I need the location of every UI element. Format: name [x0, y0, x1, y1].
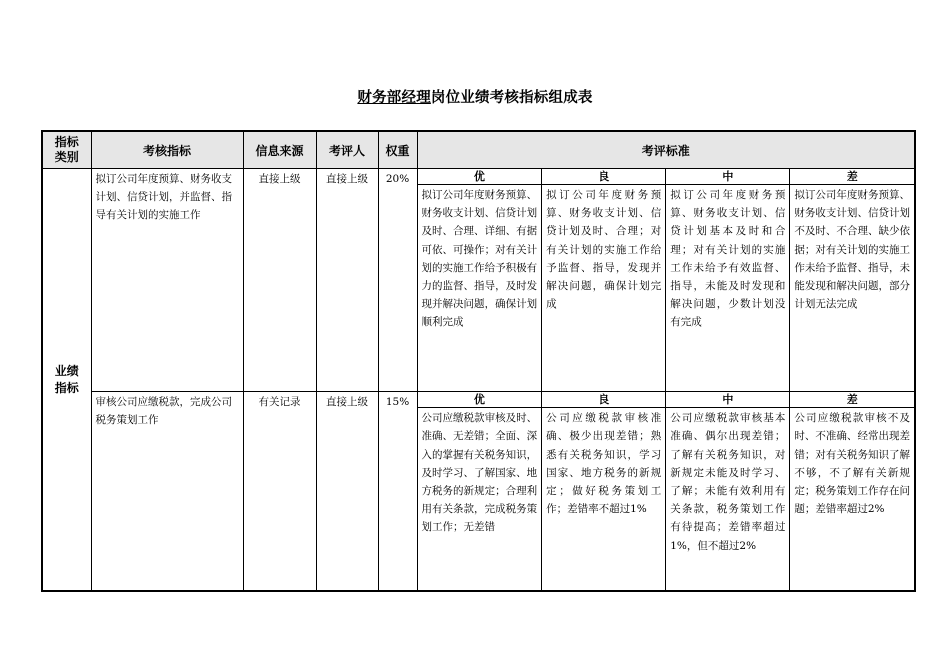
- header-category: 指标 类别: [42, 131, 91, 169]
- assessment-table: [41, 130, 916, 592]
- criteria-excellent: 公司应缴税款审核及时、准确、无差错；全面、深入的掌握有关税务知识，及时学习、了解国家、地方税务的新规定；合理利用有关条款，完成税务策划工作；无差错: [418, 408, 542, 590]
- weight-cell: 20%: [378, 169, 417, 392]
- evaluator-cell: 直接上级: [316, 169, 378, 392]
- criteria-poor: 公司应缴税款审核不及时、不准确、经常出现差错；对有关税务知识了解不够，不了解有关新规定；税务策划工作存在问题；差错率超过2%: [790, 408, 914, 590]
- standard-grid: [418, 169, 915, 391]
- level-good: 良: [542, 169, 666, 185]
- source-cell: 直接上级: [243, 169, 316, 392]
- standard-cell: [417, 169, 915, 392]
- title-rest: 岗位业绩考核指标组成表: [430, 90, 593, 106]
- header-source: 信息来源: [243, 131, 316, 169]
- table-row: [42, 392, 915, 591]
- level-good: 良: [542, 392, 666, 408]
- title-underlined-part: 财务部经理: [357, 90, 431, 106]
- level-medium: 中: [666, 169, 790, 185]
- level-medium: 中: [666, 392, 790, 408]
- criteria-good: 公司应缴税款审核准确、极少出现差错；熟悉有关税务知识，学习国家、地方税务的新规定；做好税务策划工作；差错率不超过1%: [542, 408, 666, 590]
- level-poor: 差: [790, 392, 914, 408]
- standard-cell: [417, 392, 915, 591]
- header-indicator: 考核指标: [91, 131, 243, 169]
- standard-grid: [418, 392, 915, 590]
- indicator-cell: 拟订公司年度预算、财务收支计划、信贷计划，并监督、指导有关计划的实施工作: [91, 169, 243, 392]
- indicator-cell: 审核公司应缴税款，完成公司税务策划工作: [91, 392, 243, 591]
- source-cell: 有关记录: [243, 392, 316, 591]
- criteria-poor: 拟订公司年度财务预算、财务收支计划、信贷计划不及时、不合理、缺少依据；对有关计划的实施工作未给予监督、指导，未能发现和解决问题，部分计划无法完成: [790, 185, 914, 392]
- weight-cell: 15%: [378, 392, 417, 591]
- header-weight: 权重: [378, 131, 417, 169]
- category-cell: 业绩 指标: [42, 169, 91, 591]
- header-row: [42, 131, 915, 169]
- level-poor: 差: [790, 169, 914, 185]
- level-excellent: 优: [418, 392, 542, 408]
- table-row: [42, 169, 915, 392]
- evaluator-cell: 直接上级: [316, 392, 378, 591]
- criteria-excellent: 拟订公司年度财务预算、财务收支计划、信贷计划及时、合理、详细、有据可依、可操作；对有关计划的实施工作给予积极有力的监督、指导，及时发现并解决问题，确保计划顺利完成: [418, 185, 542, 392]
- page-title: [0, 86, 950, 107]
- level-excellent: 优: [418, 169, 542, 185]
- criteria-good: 拟订公司年度财务预算、财务收支计划、信贷计划及时、合理；对有关计划的实施工作给予监督、指导，发现并解决问题，确保计划完成: [542, 185, 666, 392]
- criteria-medium: 公司应缴税款审核基本准确、偶尔出现差错；了解有关税务知识，对新规定未能及时学习、了解；未能有效利用有关条款，税务策划工作有待提高；差错率超过1%，但不超过2%: [666, 408, 790, 590]
- header-standard: 考评标准: [417, 131, 915, 169]
- criteria-medium: 拟订公司年度财务预算、财务收支计划、信贷计划基本及时和合理；对有关计划的实施工作未给予有效监督、指导，未能及时发现和解决问题，少数计划没有完成: [666, 185, 790, 392]
- header-evaluator: 考评人: [316, 131, 378, 169]
